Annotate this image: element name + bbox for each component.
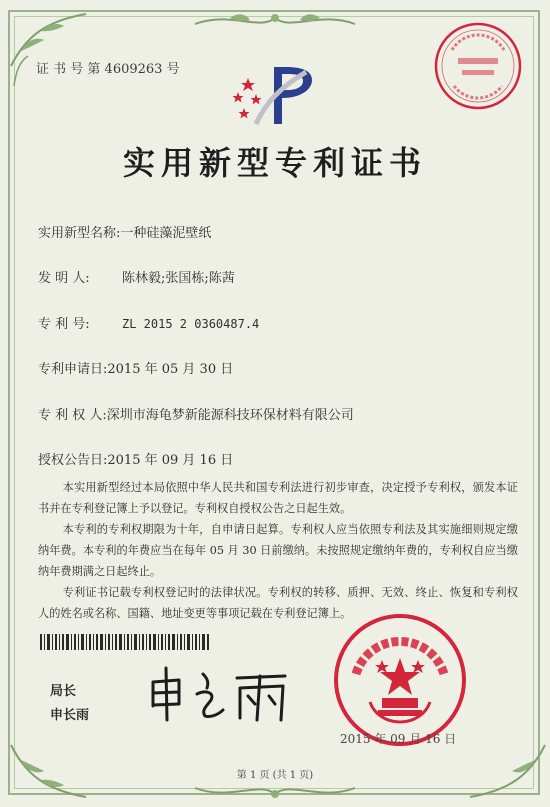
field-patentee bbox=[38, 404, 354, 423]
patent-office-logo bbox=[226, 62, 326, 132]
certificate-number-suffix: 号 bbox=[166, 62, 180, 77]
certificate-number bbox=[36, 58, 180, 77]
field-value: 一种硅藻泥壁纸 bbox=[120, 226, 212, 241]
body-paragraph-2: 本专利的专利权期限为十年，自申请日起算。专利权人应当依照专利法及其实施细则规定缴纳年费。本专利的年费应当在每年 05 月 30 日前缴纳。未按照规定缴纳年费的，专利权自应当缴纳年费期满之日起终止。 bbox=[38, 523, 518, 578]
top-center-vine bbox=[190, 6, 360, 36]
handwritten-signature bbox=[145, 660, 295, 725]
agency-seal bbox=[432, 20, 524, 112]
field-label: 实用新型名称: bbox=[38, 226, 121, 241]
certificate-title: 实用新型专利证书 bbox=[122, 144, 427, 182]
seal-date: 2015 年 09 月 16 日 bbox=[340, 732, 457, 746]
field-filing-date bbox=[38, 358, 233, 377]
field-inventor bbox=[38, 267, 235, 286]
director-title: 局长 bbox=[50, 684, 77, 699]
field-value: 陈林毅;张国栋;陈茜 bbox=[122, 271, 235, 286]
corner-vine-top-left bbox=[6, 6, 96, 96]
field-utility-model-name bbox=[38, 222, 211, 241]
field-value: 2015 年 09 月 16 日 bbox=[107, 453, 234, 468]
page-number: 第 1 页 (共 1 页) bbox=[236, 770, 314, 781]
body-paragraph-3: 专利证书记载专利权登记时的法律状况。专利权的转移、质押、无效、终止、恢复和专利权人的姓名或名称、国籍、地址变更等事项记载在专利登记簿上。 bbox=[38, 586, 518, 620]
corner-vine-bottom-right bbox=[460, 715, 550, 805]
barcode bbox=[40, 634, 210, 650]
body-paragraph-1: 本实用新型经过本局依照中华人民共和国专利法进行初步审查，决定授予专利权，颁发本证书并在专利登记簿上予以登记。专利权自授权公告之日起生效。 bbox=[38, 481, 518, 515]
field-label: 专利申请日: bbox=[38, 362, 108, 377]
certificate-number-value: 4609263 bbox=[104, 62, 163, 77]
certificate-number-label: 证 书 号 第 bbox=[36, 62, 101, 77]
field-patent-number bbox=[38, 313, 259, 332]
field-value: 2015 年 05 月 30 日 bbox=[107, 362, 234, 377]
field-label: 专 利 号: bbox=[38, 317, 90, 332]
field-label: 专 利 权 人: bbox=[38, 408, 107, 423]
field-value: ZL 2015 2 0360487.4 bbox=[122, 317, 260, 331]
field-value: 深圳市海龟梦新能源科技环保材料有限公司 bbox=[106, 408, 354, 423]
field-label: 发 明 人: bbox=[38, 271, 90, 286]
field-grant-date bbox=[38, 449, 233, 468]
field-label: 授权公告日: bbox=[38, 453, 108, 468]
corner-vine-bottom-left bbox=[6, 715, 96, 805]
director-name: 申长雨 bbox=[50, 708, 90, 723]
national-ipa-seal bbox=[330, 610, 470, 750]
